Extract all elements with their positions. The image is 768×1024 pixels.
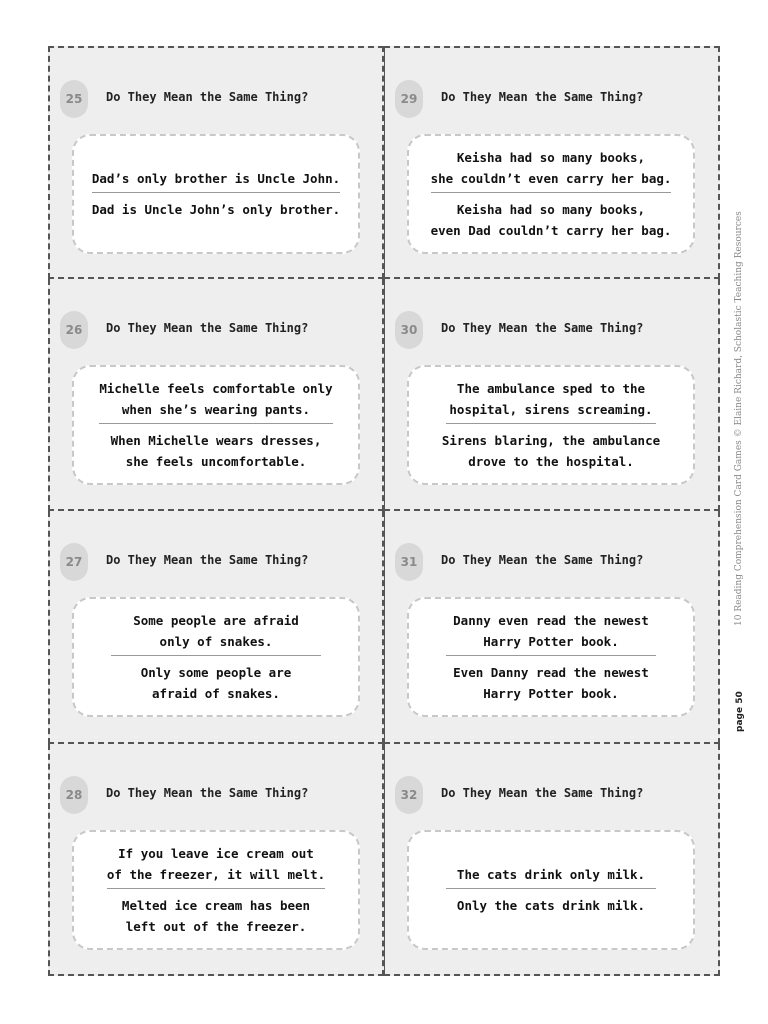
card-title: Do They Mean the Same Thing? — [106, 553, 309, 567]
sentence-two: Sirens blaring, the ambulance drove to the hospital. — [441, 432, 661, 469]
card-number-badge: 25 — [60, 80, 88, 118]
card-title: Do They Mean the Same Thing? — [441, 553, 644, 567]
card-title: Do They Mean the Same Thing? — [106, 785, 309, 800]
page-number: page 50 — [735, 691, 745, 732]
sentence-box — [407, 830, 695, 950]
sentence-box — [72, 134, 360, 254]
copyright-credit: 10 Reading Comprehension Card Games © Elaine Richard, Scholastic Teaching Resources — [734, 211, 744, 626]
sentence-one: Michelle feels comfortable only when she’s wearing pants. — [99, 378, 332, 424]
card-sheet — [48, 46, 720, 976]
card-title: Do They Mean the Same Thing? — [106, 90, 309, 104]
sentence-two: When Michelle wears dresses, she feels uncomfortable. — [110, 432, 322, 469]
card-26 — [48, 279, 384, 512]
sentence-one: Dad’s only brother is Uncle John. — [92, 168, 340, 193]
card-title: Do They Mean the Same Thing? — [441, 320, 644, 335]
card-number-badge: 26 — [60, 311, 88, 349]
card-27 — [48, 511, 384, 744]
sentence-box — [72, 597, 360, 717]
card-number-badge: 32 — [395, 776, 423, 814]
sentence-two: Melted ice cream has been left out of the freezer. — [121, 897, 311, 934]
card-number-badge: 28 — [60, 776, 88, 814]
card-number-badge: 29 — [395, 80, 423, 118]
sentence-one: Keisha had so many books, she couldn’t even carry her bag. — [431, 147, 672, 193]
card-number-badge: 31 — [395, 543, 423, 581]
card-title: Do They Mean the Same Thing? — [106, 320, 309, 335]
card-28 — [48, 744, 384, 977]
card-32 — [384, 744, 720, 977]
card-number-badge: 27 — [60, 543, 88, 581]
sentence-two: Dad is Uncle John’s only brother. — [91, 202, 341, 217]
sentence-one: The ambulance sped to the hospital, sirens screaming. — [446, 378, 656, 424]
sentence-two: Even Danny read the newest Harry Potter book. — [453, 665, 649, 701]
sentence-one: If you leave ice cream out of the freezer, it will melt. — [107, 843, 325, 889]
card-number-badge: 30 — [395, 311, 423, 349]
sentence-one: Danny even read the newest Harry Potter book. — [446, 610, 656, 656]
sentence-box — [72, 365, 360, 485]
sentence-two: Keisha had so many books, even Dad couldn’t carry her bag. — [430, 202, 672, 238]
card-title: Do They Mean the Same Thing? — [441, 785, 644, 800]
sentence-box — [72, 830, 360, 950]
sentence-one: The cats drink only milk. — [446, 864, 656, 889]
sentence-box — [407, 134, 695, 254]
card-30 — [384, 279, 720, 512]
card-25 — [48, 46, 384, 279]
sentence-box — [407, 597, 695, 717]
card-title: Do They Mean the Same Thing? — [441, 90, 644, 104]
sentence-one: Some people are afraid only of snakes. — [111, 610, 321, 656]
sentence-box — [407, 365, 695, 485]
card-29 — [384, 46, 720, 279]
sentence-two: Only the cats drink milk. — [456, 897, 646, 913]
card-31 — [384, 511, 720, 744]
sentence-two: Only some people are afraid of snakes. — [140, 665, 292, 701]
